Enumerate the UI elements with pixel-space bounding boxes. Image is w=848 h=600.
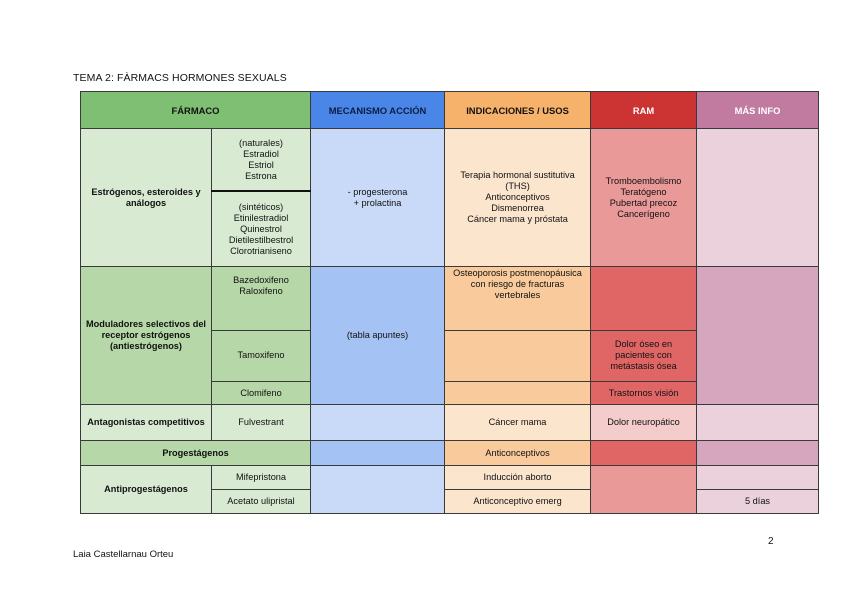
page-title: TEMA 2: FÀRMACS HORMONES SEXUALS	[73, 72, 287, 84]
drug-ulipristal: Acetato ulipristal	[212, 489, 311, 513]
page-number: 2	[768, 536, 774, 547]
header-farmaco: FÁRMACO	[81, 92, 311, 129]
ram-antiprogestagenos	[591, 465, 697, 513]
group-antiprogestagenos: Antiprogestágenos	[81, 465, 212, 513]
table-row	[81, 465, 819, 489]
mas-info-moduladores	[697, 267, 819, 405]
indicaciones-emergencia: Anticonceptivo emerg	[445, 489, 591, 513]
mecanismo-progestagenos	[311, 441, 445, 465]
drug-sinteticos: (sintéticos) Etinilestradiol Quinestrol Dietilestilbestrol Clorotrianiseno	[212, 191, 311, 267]
indicaciones-antagonistas: Cáncer mama	[445, 405, 591, 441]
ram-bazedoxifeno	[591, 267, 697, 330]
indicaciones-estrogenos: Terapia hormonal sustitutiva (THS) Anticonceptivos Dismenorrea Cáncer mama y próstata	[445, 129, 591, 267]
header-row	[81, 92, 819, 129]
drug-naturales: (naturales) Estradiol Estriol Estrona	[212, 129, 311, 191]
ram-tamoxifeno: Dolor óseo en pacientes con metástasis ósea	[591, 330, 697, 381]
mecanismo-moduladores: (tabla apuntes)	[311, 267, 445, 405]
header-indicaciones: INDICACIONES / USOS	[445, 92, 591, 129]
drug-tamoxifeno: Tamoxifeno	[212, 330, 311, 381]
group-antagonistas: Antagonistas competitivos	[81, 405, 212, 441]
mecanismo-antiprogestagenos	[311, 465, 445, 513]
group-progestagenos: Progestágenos	[81, 441, 311, 465]
group-estrogenos: Estrógenos, esteroides y análogos	[81, 129, 212, 267]
table-row	[81, 267, 819, 330]
table-row	[81, 441, 819, 465]
mecanismo-estrogenos: - progesterona + prolactina	[311, 129, 445, 267]
mas-info-antagonistas	[697, 405, 819, 441]
indicaciones-progestagenos: Anticonceptivos	[445, 441, 591, 465]
mas-info-ulipristal: 5 días	[697, 489, 819, 513]
drug-mifepristona: Mifepristona	[212, 465, 311, 489]
indicaciones-aborto: Inducción aborto	[445, 465, 591, 489]
table-row	[81, 129, 819, 191]
header-mecanismo: MECANISMO ACCIÓN	[311, 92, 445, 129]
group-moduladores: Moduladores selectivos del receptor estrógenos (antiestrógenos)	[81, 267, 212, 405]
mecanismo-antagonistas	[311, 405, 445, 441]
indicaciones-osteoporosis: Osteoporosis postmenopáusica con riesgo de fracturas vertebrales	[445, 267, 591, 330]
hormones-table	[80, 91, 819, 514]
ram-clomifeno: Trastornos visión	[591, 382, 697, 405]
ram-antagonistas: Dolor neuropático	[591, 405, 697, 441]
indicaciones-tamoxifeno	[445, 330, 591, 381]
header-ram: RAM	[591, 92, 697, 129]
ram-progestagenos	[591, 441, 697, 465]
drug-clomifeno: Clomifeno	[212, 382, 311, 405]
ram-estrogenos: Tromboembolismo Teratógeno Pubertad precoz Cancerígeno	[591, 129, 697, 267]
drug-fulvestrant: Fulvestrant	[212, 405, 311, 441]
mas-info-progestagenos	[697, 441, 819, 465]
table-row	[81, 405, 819, 441]
mas-info-estrogenos	[697, 129, 819, 267]
header-mas-info: MÁS INFO	[697, 92, 819, 129]
author: Laia Castellarnau Orteu	[73, 549, 174, 560]
indicaciones-clomifeno	[445, 382, 591, 405]
mas-info-mifepristona	[697, 465, 819, 489]
drug-bazedoxifeno: Bazedoxifeno Raloxifeno	[212, 267, 311, 330]
